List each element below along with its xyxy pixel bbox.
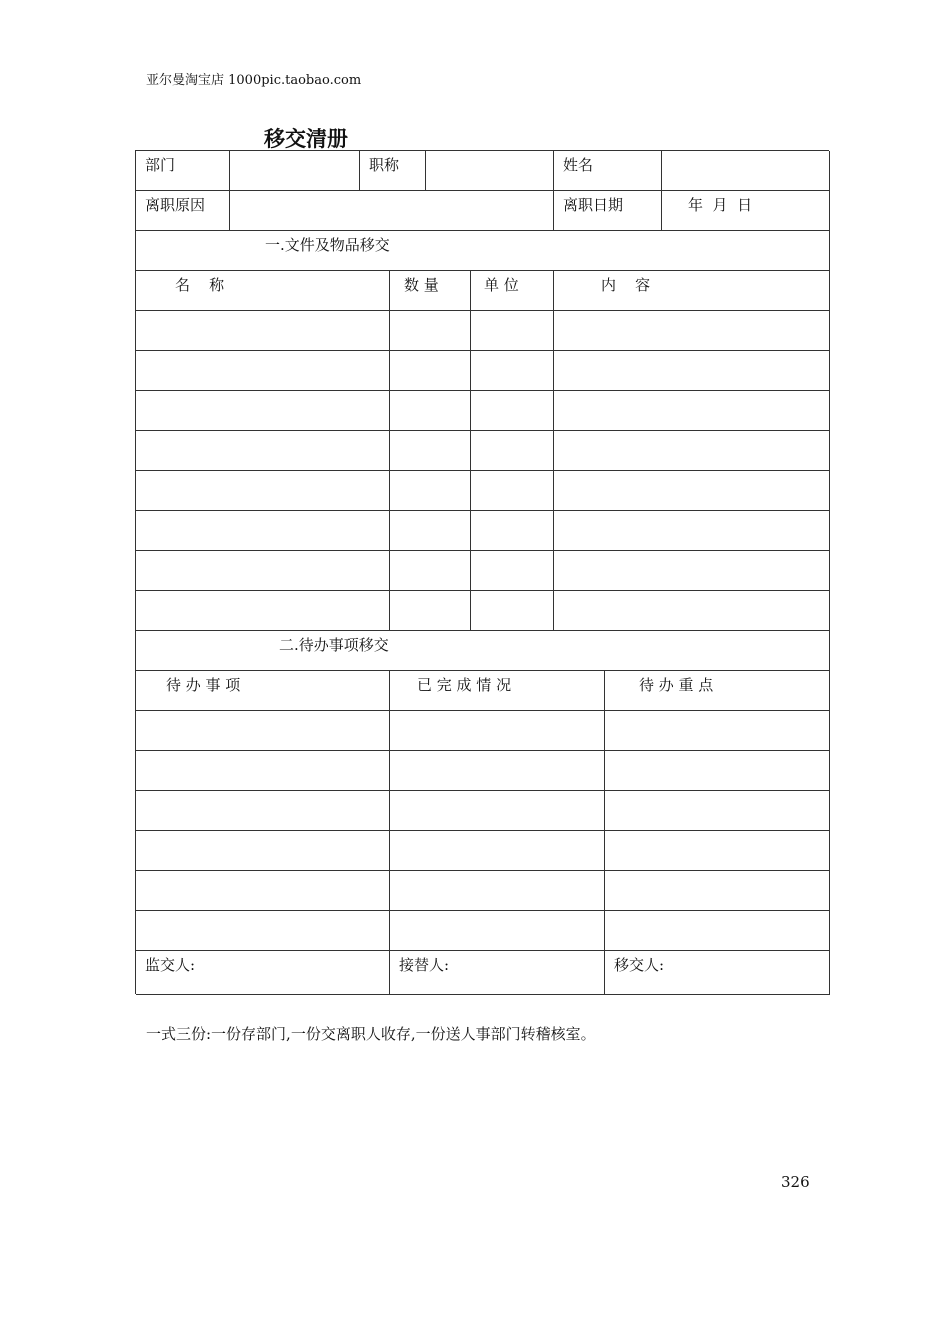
reason-value-cell[interactable] xyxy=(230,191,554,230)
pending-focus-cell[interactable] xyxy=(605,751,830,790)
pending-focus-cell[interactable] xyxy=(605,911,830,950)
dept-label-cell xyxy=(136,151,230,190)
completion-status-cell[interactable] xyxy=(390,871,605,910)
footer-note: 一式三份:一份存部门,一份交离职人收存,一份送人事部门转稽核室。 xyxy=(146,1025,596,1043)
table-row xyxy=(136,351,830,391)
successor-label: 接替人: xyxy=(399,956,450,974)
successor-signature-cell[interactable] xyxy=(390,951,605,994)
item-name-cell[interactable] xyxy=(136,551,390,590)
item-content-cell[interactable] xyxy=(554,551,830,590)
col-header-unit: 单 位 xyxy=(471,271,554,310)
item-content-cell[interactable] xyxy=(554,351,830,390)
pending-item-cell[interactable] xyxy=(136,751,390,790)
position-value-cell[interactable] xyxy=(426,151,554,190)
pending-item-cell[interactable] xyxy=(136,871,390,910)
name-label: 姓名 xyxy=(563,156,594,174)
pending-item-cell[interactable] xyxy=(136,911,390,950)
item-quantity-cell[interactable] xyxy=(390,551,471,590)
item-unit-cell[interactable] xyxy=(471,351,554,390)
item-name-cell[interactable] xyxy=(136,511,390,550)
col-header-quantity: 数 量 xyxy=(390,271,471,310)
item-unit-cell[interactable] xyxy=(471,471,554,510)
transferor-signature-cell[interactable] xyxy=(605,951,830,994)
table-row xyxy=(136,751,830,791)
item-content-cell[interactable] xyxy=(554,471,830,510)
table-row xyxy=(136,431,830,471)
item-unit-cell[interactable] xyxy=(471,391,554,430)
header-note: 亚尔曼淘宝店 1000pic.taobao.com xyxy=(146,73,362,88)
item-quantity-cell[interactable] xyxy=(390,511,471,550)
completion-status-cell[interactable] xyxy=(390,711,605,750)
pending-focus-cell[interactable] xyxy=(605,711,830,750)
section2-header-row xyxy=(136,671,830,711)
item-unit-cell[interactable] xyxy=(471,591,554,630)
completion-status-cell[interactable] xyxy=(390,911,605,950)
info-row-1 xyxy=(136,151,830,191)
col-header-pending-item: 待 办 事 项 xyxy=(136,671,390,710)
item-name-cell[interactable] xyxy=(136,431,390,470)
item-content-cell[interactable] xyxy=(554,591,830,630)
signature-row xyxy=(136,951,830,995)
dept-label: 部门 xyxy=(145,156,176,174)
item-name-cell[interactable] xyxy=(136,391,390,430)
name-value-cell[interactable] xyxy=(662,151,830,190)
item-name-cell[interactable] xyxy=(136,351,390,390)
item-quantity-cell[interactable] xyxy=(390,351,471,390)
pending-focus-cell[interactable] xyxy=(605,871,830,910)
table-row xyxy=(136,831,830,871)
pending-item-cell[interactable] xyxy=(136,711,390,750)
section1-title-row xyxy=(136,231,830,271)
section2-title: 二.待办事项移交 xyxy=(279,636,389,654)
page-number: 326 xyxy=(781,1173,810,1191)
table-row xyxy=(136,551,830,591)
table-row xyxy=(136,311,830,351)
section2-title-cell xyxy=(136,631,830,670)
table-row xyxy=(136,591,830,631)
col-header-completion-status: 已 完 成 情 况 xyxy=(390,671,605,710)
transferor-label: 移交人: xyxy=(614,956,665,974)
item-unit-cell[interactable] xyxy=(471,311,554,350)
transfer-form-table xyxy=(135,150,829,994)
pending-item-cell[interactable] xyxy=(136,831,390,870)
completion-status-cell[interactable] xyxy=(390,751,605,790)
item-content-cell[interactable] xyxy=(554,391,830,430)
col-header-name: 名 称 xyxy=(136,271,390,310)
item-content-cell[interactable] xyxy=(554,511,830,550)
table-row xyxy=(136,911,830,951)
section2-title-row xyxy=(136,631,830,671)
item-content-cell[interactable] xyxy=(554,311,830,350)
table-row xyxy=(136,471,830,511)
item-unit-cell[interactable] xyxy=(471,431,554,470)
item-quantity-cell[interactable] xyxy=(390,311,471,350)
item-quantity-cell[interactable] xyxy=(390,471,471,510)
pending-item-cell[interactable] xyxy=(136,791,390,830)
section1-header-row xyxy=(136,271,830,311)
date-value: 年 月 日 xyxy=(688,196,753,214)
reason-label-cell xyxy=(136,191,230,230)
completion-status-cell[interactable] xyxy=(390,791,605,830)
item-content-cell[interactable] xyxy=(554,431,830,470)
date-label-cell xyxy=(554,191,662,230)
table-row xyxy=(136,871,830,911)
item-name-cell[interactable] xyxy=(136,471,390,510)
item-quantity-cell[interactable] xyxy=(390,591,471,630)
section1-title: 一.文件及物品移交 xyxy=(265,236,390,254)
document-title: 移交清册 xyxy=(264,127,348,151)
position-label: 职称 xyxy=(369,156,400,174)
item-name-cell[interactable] xyxy=(136,311,390,350)
pending-focus-cell[interactable] xyxy=(605,791,830,830)
item-unit-cell[interactable] xyxy=(471,511,554,550)
date-value-cell[interactable] xyxy=(662,191,830,230)
table-row xyxy=(136,391,830,431)
item-quantity-cell[interactable] xyxy=(390,391,471,430)
table-row xyxy=(136,511,830,551)
col-header-content: 内 容 xyxy=(554,271,830,310)
reason-label: 离职原因 xyxy=(145,196,206,214)
section1-title-cell xyxy=(136,231,830,270)
item-quantity-cell[interactable] xyxy=(390,431,471,470)
pending-focus-cell[interactable] xyxy=(605,831,830,870)
table-row xyxy=(136,711,830,751)
col-header-pending-focus: 待 办 重 点 xyxy=(605,671,830,710)
item-name-cell[interactable] xyxy=(136,591,390,630)
table-row xyxy=(136,791,830,831)
completion-status-cell[interactable] xyxy=(390,831,605,870)
dept-value-cell[interactable] xyxy=(230,151,360,190)
info-row-2 xyxy=(136,191,830,231)
date-label: 离职日期 xyxy=(563,196,624,214)
name-label-cell xyxy=(554,151,662,190)
position-label-cell xyxy=(360,151,426,190)
supervisor-label: 监交人: xyxy=(145,956,196,974)
item-unit-cell[interactable] xyxy=(471,551,554,590)
supervisor-signature-cell[interactable] xyxy=(136,951,390,994)
